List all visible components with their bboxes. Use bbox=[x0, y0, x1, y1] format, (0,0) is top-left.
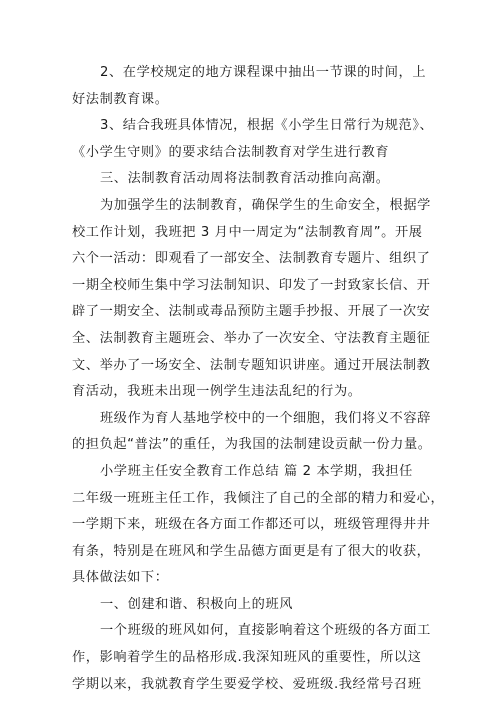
text-line: 班级作为育人基地学校中的一个细胞，我们将义不容辞 bbox=[100, 410, 431, 426]
text-line: 育活动，我班未出现一例学生违法乱纪的行为。 bbox=[72, 384, 362, 400]
text-line: 校工作计划，我班把 3 月中一周定为“法制教育周”。开展 bbox=[72, 224, 423, 240]
text-line: 的担负起“普法”的重任，为我国的法制建设贡献一份力量。 bbox=[72, 437, 432, 453]
text-line: 好法制教育课。 bbox=[72, 91, 169, 107]
text-line: 一学期下来，班级在各方面工作都还可以，班级管理得井井 bbox=[72, 517, 431, 533]
text-line: 《小学生守则》的要求结合法制教育对学生进行教育 bbox=[72, 144, 390, 160]
text-line: 有条，特别是在班风和学生品德方面更是有了很大的收获， bbox=[72, 543, 431, 559]
text-line: 二年级一班班主任工作，我倾注了自己的全部的精力和爱心， bbox=[72, 490, 445, 506]
text-line: 为加强学生的法制教育，确保学生的生命安全，根据学 bbox=[100, 197, 431, 213]
text-line: 全、法制教育主题班会、举办了一次安全、守法教育主题征 bbox=[72, 330, 431, 346]
article-title-line: 小学班主任安全教育工作总结 篇 2 本学期，我担任 bbox=[100, 463, 413, 479]
document-page bbox=[72, 60, 445, 698]
text-line: 作，影响着学生的品格形成.我深知班风的重要性，所以这 bbox=[72, 650, 422, 666]
text-line: 一个班级的班风如何，直接影响着这个班级的各方面工 bbox=[100, 623, 431, 639]
section-heading: 三、法制教育活动周将法制教育活动推向高潮。 bbox=[100, 171, 390, 187]
text-line: 3、结合我班具体情况，根据《小学生日常行为规范》、 bbox=[100, 118, 434, 134]
document-body bbox=[72, 60, 445, 698]
section-heading: 一、创建和谐、积极向上的班风 bbox=[100, 596, 294, 612]
text-line: 学期以来，我就教育学生要爱学校、爱班级.我经常号召班 bbox=[72, 676, 422, 692]
text-line: 六个一活动：即观看了一部安全、法制教育专题片、组织了 bbox=[72, 251, 431, 267]
text-line: 2、在学校规定的地方课程课中抽出一节课的时间，上 bbox=[100, 65, 427, 80]
text-line: 一期全校师生集中学习法制知识、印发了一封致家长信、开 bbox=[72, 277, 431, 293]
text-line: 文、举办了一场安全、法制专题知识讲座。通过开展法制教 bbox=[72, 357, 431, 373]
text-line: 辟了一期安全、法制或毒品预防主题手抄报、开展了一次安 bbox=[72, 304, 431, 320]
text-line: 具体做法如下： bbox=[72, 570, 169, 586]
